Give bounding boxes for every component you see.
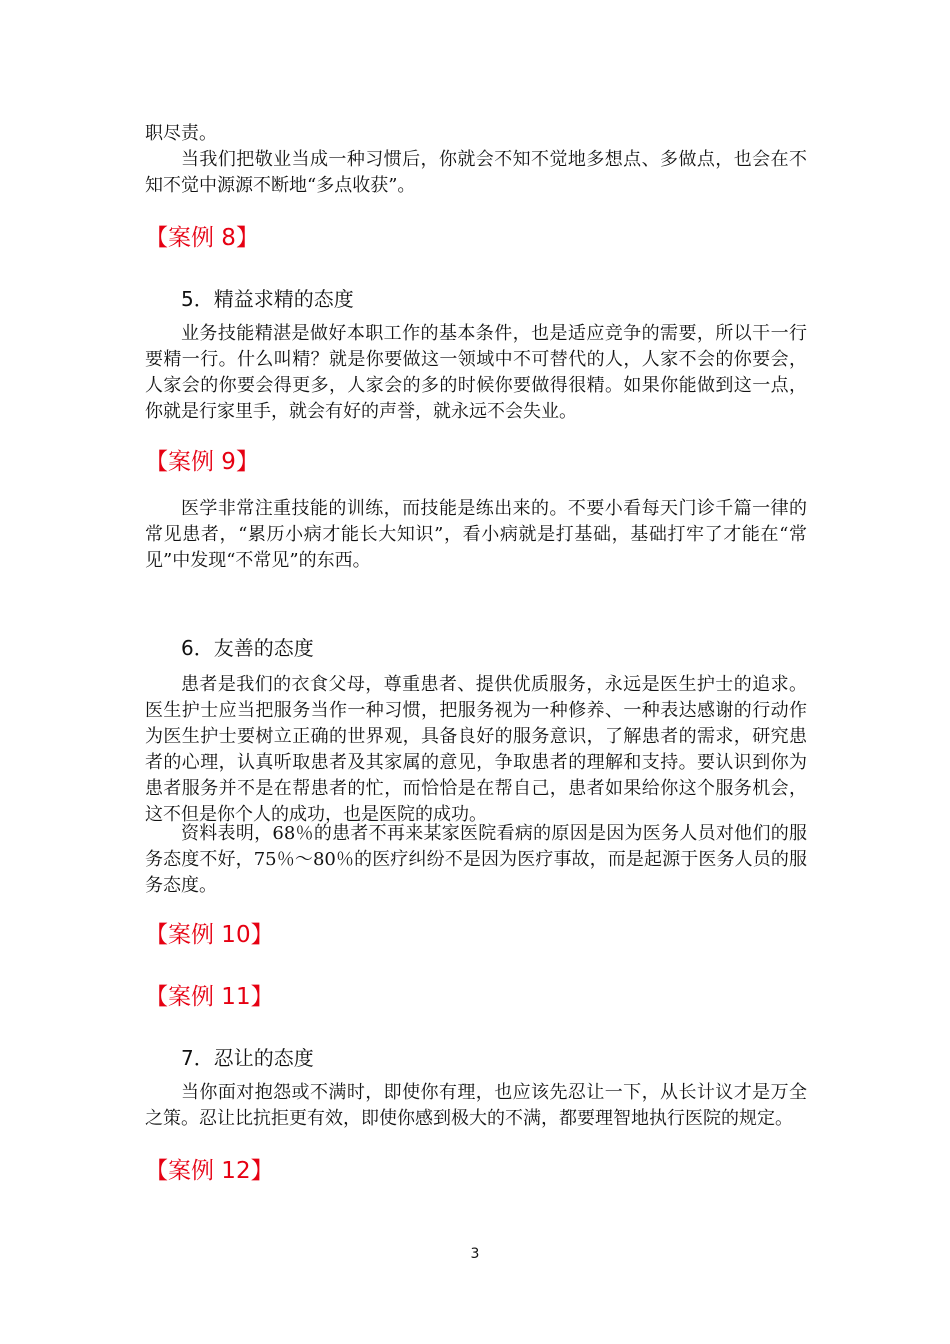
case-label-8: 【案例 8】 [145, 225, 259, 251]
page-number: 3 [470, 1246, 480, 1262]
document-page [145, 0, 807, 1344]
section-heading-7: 7．忍让的态度 [181, 1046, 314, 1070]
paragraph-tolerance: 当你面对抱怨或不满时，即使你有理，也应该先忍让一下，从长计议才是万全之策。忍让比抗拒更有效，即使你感到极大的不满，都要理智地执行医院的规定。 [145, 1082, 807, 1129]
case-label-10: 【案例 10】 [145, 922, 274, 948]
paragraph-continuation: 职尽责。 [145, 123, 217, 144]
section-heading-6: 6．友善的态度 [181, 636, 314, 660]
paragraph-dedication-habit: 当我们把敬业当成一种习惯后，你就会不知不觉地多想点、多做点，也会在不知不觉中源源不断地“多点收获”。 [145, 149, 807, 196]
case-label-11: 【案例 11】 [145, 984, 274, 1010]
paragraph-skill-excellence: 业务技能精湛是做好本职工作的基本条件，也是适应竞争的需要，所以干一行要精一行。什么叫精？就是你要做这一领域中不可替代的人，人家不会的你要会，人家会的你要会得更多，人家会的多的时候你要做得很精。如果你能做到这一点，你就是行家里手，就会有好的声誉，就永远不会失业。 [145, 323, 807, 422]
case-label-12: 【案例 12】 [145, 1158, 274, 1184]
case-label-9: 【案例 9】 [145, 449, 259, 475]
paragraph-patient-service: 患者是我们的衣食父母，尊重患者、提供优质服务，永远是医生护士的追求。医生护士应当把服务当作一种习惯，把服务视为一种修养、一种表达感谢的行动作为医生护士要树立正确的世界观，具备良好的服务意识，了解患者的需求，研究患者的心理，认真听取患者及其家属的意见，争取患者的理解和支持。要认识到你为患者服务并不是在帮患者的忙，而恰恰是在帮自己，患者如果给你这个服务机会，这不但是你个人的成功，也是医院的成功。 [145, 674, 807, 825]
paragraph-medical-skills: 医学非常注重技能的训练，而技能是练出来的。不要小看每天门诊千篇一律的常见患者，“累历小病才能长大知识”，看小病就是打基础，基础打牢了才能在“常见”中发现“不常见”的东西。 [145, 498, 807, 571]
section-heading-5: 5．精益求精的态度 [181, 287, 354, 311]
paragraph-service-statistics: 资料表明，68％的患者不再来某家医院看病的原因是因为医务人员对他们的服务态度不好，75％～80％的医疗纠纷不是因为医疗事故，而是起源于医务人员的服务态度。 [145, 823, 807, 896]
